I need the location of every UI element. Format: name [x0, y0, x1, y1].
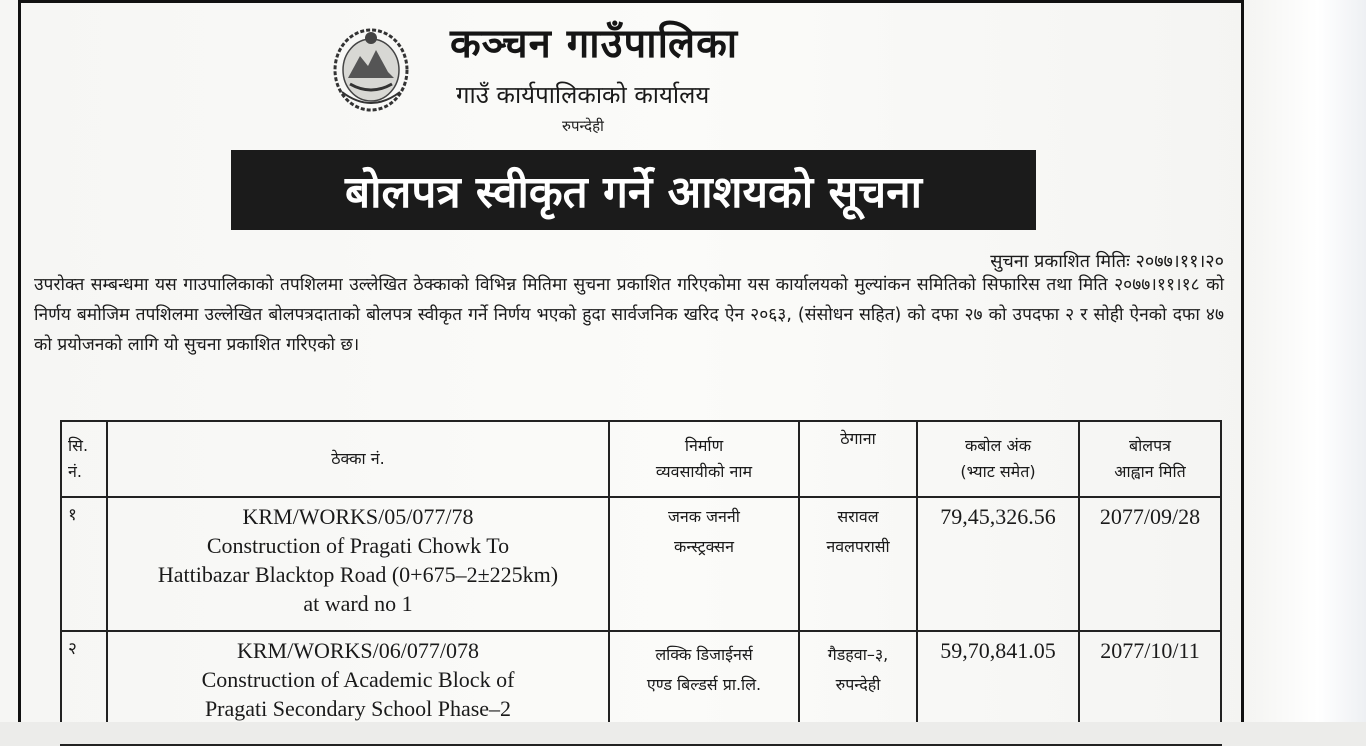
contract-desc-line: at ward no 1 [303, 591, 413, 616]
notice-body-text: उपरोक्त सम्बन्धमा यस गाउपालिकाको तपशिलमा उल्लेखित ठेक्काको विभिन्न मितिमा सुचना प्रकाशित गरिएकोमा यस कार्यालयको मुल्यांकन समितिको सिफारिस तथा मिति २०७७।११।१८ को निर्णय बमोजिम तपशिलमा उल्लेखित बोलपत्रदाताको बोलपत्र स्वीकृत गर्ने निर्णय भएको हुदा सार्वजनिक खरिद ऐन २०६३, (संसोधन सहित) को दफा २७ को उपदफा २ र सोही ऐनको दफा ४७ को प्रयोजनको लागि यो सुचना प्रकाशित गरिएको छ। [34, 275, 1224, 355]
table-header-row [61, 421, 1221, 497]
builder-line: कन्स्ट्रक्सन [674, 537, 734, 556]
header-amount-line2: (भ्याट समेत) [960, 462, 1036, 481]
builder-line: एण्ड बिल्डर्स प्रा.लि. [646, 675, 762, 694]
row-date: 2077/10/11 [1079, 631, 1221, 745]
row-address [799, 497, 917, 631]
row-sn: १ [61, 497, 107, 631]
header-sn-line2: नं. [68, 462, 82, 481]
builder-line: लक्कि डिजाईनर्स [655, 645, 753, 664]
address-line: नवलपरासी [826, 537, 890, 556]
scan-bottom-edge [0, 722, 1366, 744]
header-builder [609, 421, 799, 497]
address-line: गैडहवा–३, [827, 645, 889, 664]
contract-number: KRM/WORKS/06/077/078 [236, 638, 480, 663]
header-amount [917, 421, 1079, 497]
org-district: रुपन्देही [562, 117, 604, 135]
row-contract [107, 497, 609, 631]
builder-line: जनक जननी [668, 507, 740, 526]
header-sn [61, 421, 107, 497]
contract-desc-line: Construction of Academic Block of [201, 667, 515, 692]
header-date [1079, 421, 1221, 497]
address-line: रुपन्देही [835, 675, 881, 694]
header-date-line2: आह्वान मिति [1114, 462, 1186, 481]
row-date: 2077/09/28 [1079, 497, 1221, 631]
header-contract: ठेक्का नं. [107, 421, 609, 497]
address-line: सरावल [837, 507, 879, 526]
header-address: ठेगाना [799, 421, 917, 497]
row-amount: 79,45,326.56 [917, 497, 1079, 631]
contract-desc-line: Construction of Pragati Chowk To [206, 533, 510, 558]
letterhead [330, 12, 850, 142]
notice-banner: बोलपत्र स्वीकृत गर्ने आशयको सूचना [231, 150, 1036, 230]
header-builder-line1: निर्माण [684, 436, 724, 455]
table-row [61, 497, 1221, 631]
publish-date: सुचना प्रकाशित मितिः २०७७।११।२० [990, 251, 1224, 272]
row-sn: २ [61, 631, 107, 745]
paper-edge-shade [1246, 0, 1366, 744]
contract-desc-line: Hattibazar Blacktop Road (0+675–2±225km) [157, 562, 559, 587]
row-amount: 59,70,841.05 [917, 631, 1079, 745]
org-title: कञ्चन गाउँपालिका [450, 21, 739, 67]
header-sn-line1: सि. [68, 436, 89, 455]
header-amount-line1: कबोल अंक [964, 436, 1031, 455]
org-subtitle: गाउँ कार्यपालिकाको कार्यालय [456, 81, 710, 109]
contract-table [60, 420, 1222, 746]
contract-desc-line: Pragati Secondary School Phase–2 [204, 696, 512, 721]
header-builder-line2: व्यवसायीको नाम [655, 462, 753, 481]
contract-number: KRM/WORKS/05/077/78 [242, 504, 474, 529]
header-date-line1: बोलपत्र [1128, 436, 1172, 455]
nepal-emblem-icon [330, 22, 412, 114]
row-builder [609, 497, 799, 631]
